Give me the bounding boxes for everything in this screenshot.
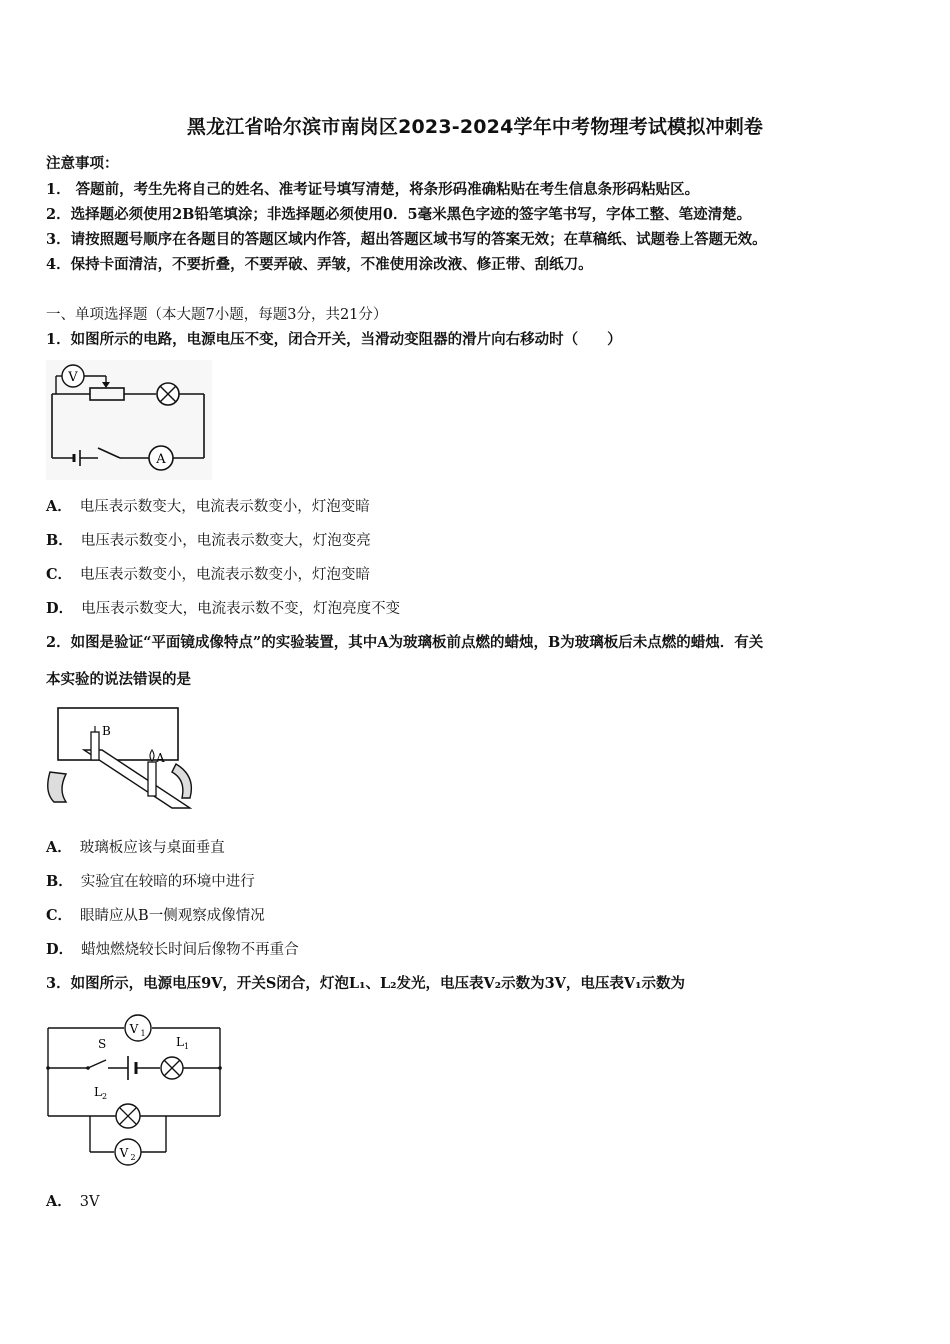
page-title: 黑龙江省哈尔滨市南岗区2023-2024学年中考物理考试模拟冲刺卷: [186, 116, 764, 138]
notice-item: 1． 答题前，考生先将自己的姓名、准考证号填写清楚，将条形码准确粘贴在考生信息条形码粘贴区。: [46, 181, 700, 198]
q2-option-d[interactable]: D． 蜡烛燃烧较长时间后像物不再重合: [46, 941, 299, 958]
ruler-strip: [84, 750, 190, 808]
question-2-stem-cont: 本实验的说法错误的是: [46, 671, 191, 688]
q2-mirror-experiment-diagram: [44, 702, 196, 820]
notice-item: 3．请按照题号顺序在各题目的答题区域内作答，超出答题区域书写的答案无效；在草稿纸、试题卷上答题无效。: [46, 231, 767, 248]
question-3-stem: 3．如图所示，电源电压9V，开关S闭合，灯泡L₁、L₂发光，电压表V₂示数为3V，电压表V₁示数为: [46, 975, 686, 992]
l2-label: L: [94, 1085, 102, 1099]
candle-b-label: B: [102, 724, 111, 738]
notice-item: 4．保持卡面清洁，不要折叠，不要弄破、弄皱，不准使用涂改液、修正带、刮纸刀。: [46, 256, 593, 273]
q2-option-b[interactable]: B． 实验宜在较暗的环境中进行: [46, 873, 255, 890]
l1-subscript: 1: [184, 1042, 190, 1051]
q1-option-a[interactable]: A． 电压表示数变大，电流表示数变小，灯泡变暗: [46, 498, 370, 515]
voltmeter-label: V: [68, 370, 78, 385]
v1-label: V: [129, 1022, 139, 1036]
notice-item: 2．选择题必须使用2B铅笔填涂；非选择题必须使用0．5毫米黑色字迹的签字笔书写，字体工整、笔迹清楚。: [46, 206, 752, 223]
candle-a: [148, 762, 156, 796]
l1-label: L: [176, 1035, 184, 1049]
q3-option-a[interactable]: A． 3V: [46, 1193, 100, 1210]
switch-label: S: [98, 1037, 107, 1051]
candle-flame-icon: [150, 750, 154, 761]
q2-option-c[interactable]: C． 眼睛应从B一侧观察成像情况: [46, 907, 265, 924]
left-stand: [48, 772, 66, 802]
question-1-stem: 1．如图所示的电路，电源电压不变，闭合开关，当滑动变阻器的滑片向右移动时（ ）: [46, 331, 622, 348]
q1-circuit-diagram: [46, 360, 212, 480]
question-2-stem: 2．如图是验证“平面镜成像特点”的实验装置，其中A为玻璃板前点燃的蜡烛，B为玻璃板后未点燃的蜡烛．有关: [46, 634, 764, 651]
l2-subscript: 2: [102, 1092, 108, 1101]
candle-a-label: A: [156, 751, 165, 765]
notice-heading: 注意事项：: [46, 155, 119, 172]
right-stand: [172, 764, 191, 798]
ammeter-label: A: [156, 452, 166, 467]
q1-option-b[interactable]: B． 电压表示数变小，电流表示数变大，灯泡变亮: [46, 532, 371, 549]
q2-option-a[interactable]: A． 玻璃板应该与桌面垂直: [46, 839, 225, 856]
candle-b: [91, 732, 99, 760]
q1-option-c[interactable]: C． 电压表示数变小，电流表示数变小，灯泡变暗: [46, 566, 371, 583]
q3-circuit-diagram: [44, 1012, 224, 1166]
q1-option-d[interactable]: D． 电压表示数变大，电流表示数不变，灯泡亮度不变: [46, 600, 401, 617]
v1-subscript: 1: [140, 1029, 146, 1038]
section-heading: 一、单项选择题（本大题7小题，每题3分，共21分）: [46, 307, 388, 323]
v2-label: V: [119, 1146, 129, 1160]
v2-subscript: 2: [130, 1153, 136, 1162]
switch-s-symbol: [88, 1060, 106, 1068]
